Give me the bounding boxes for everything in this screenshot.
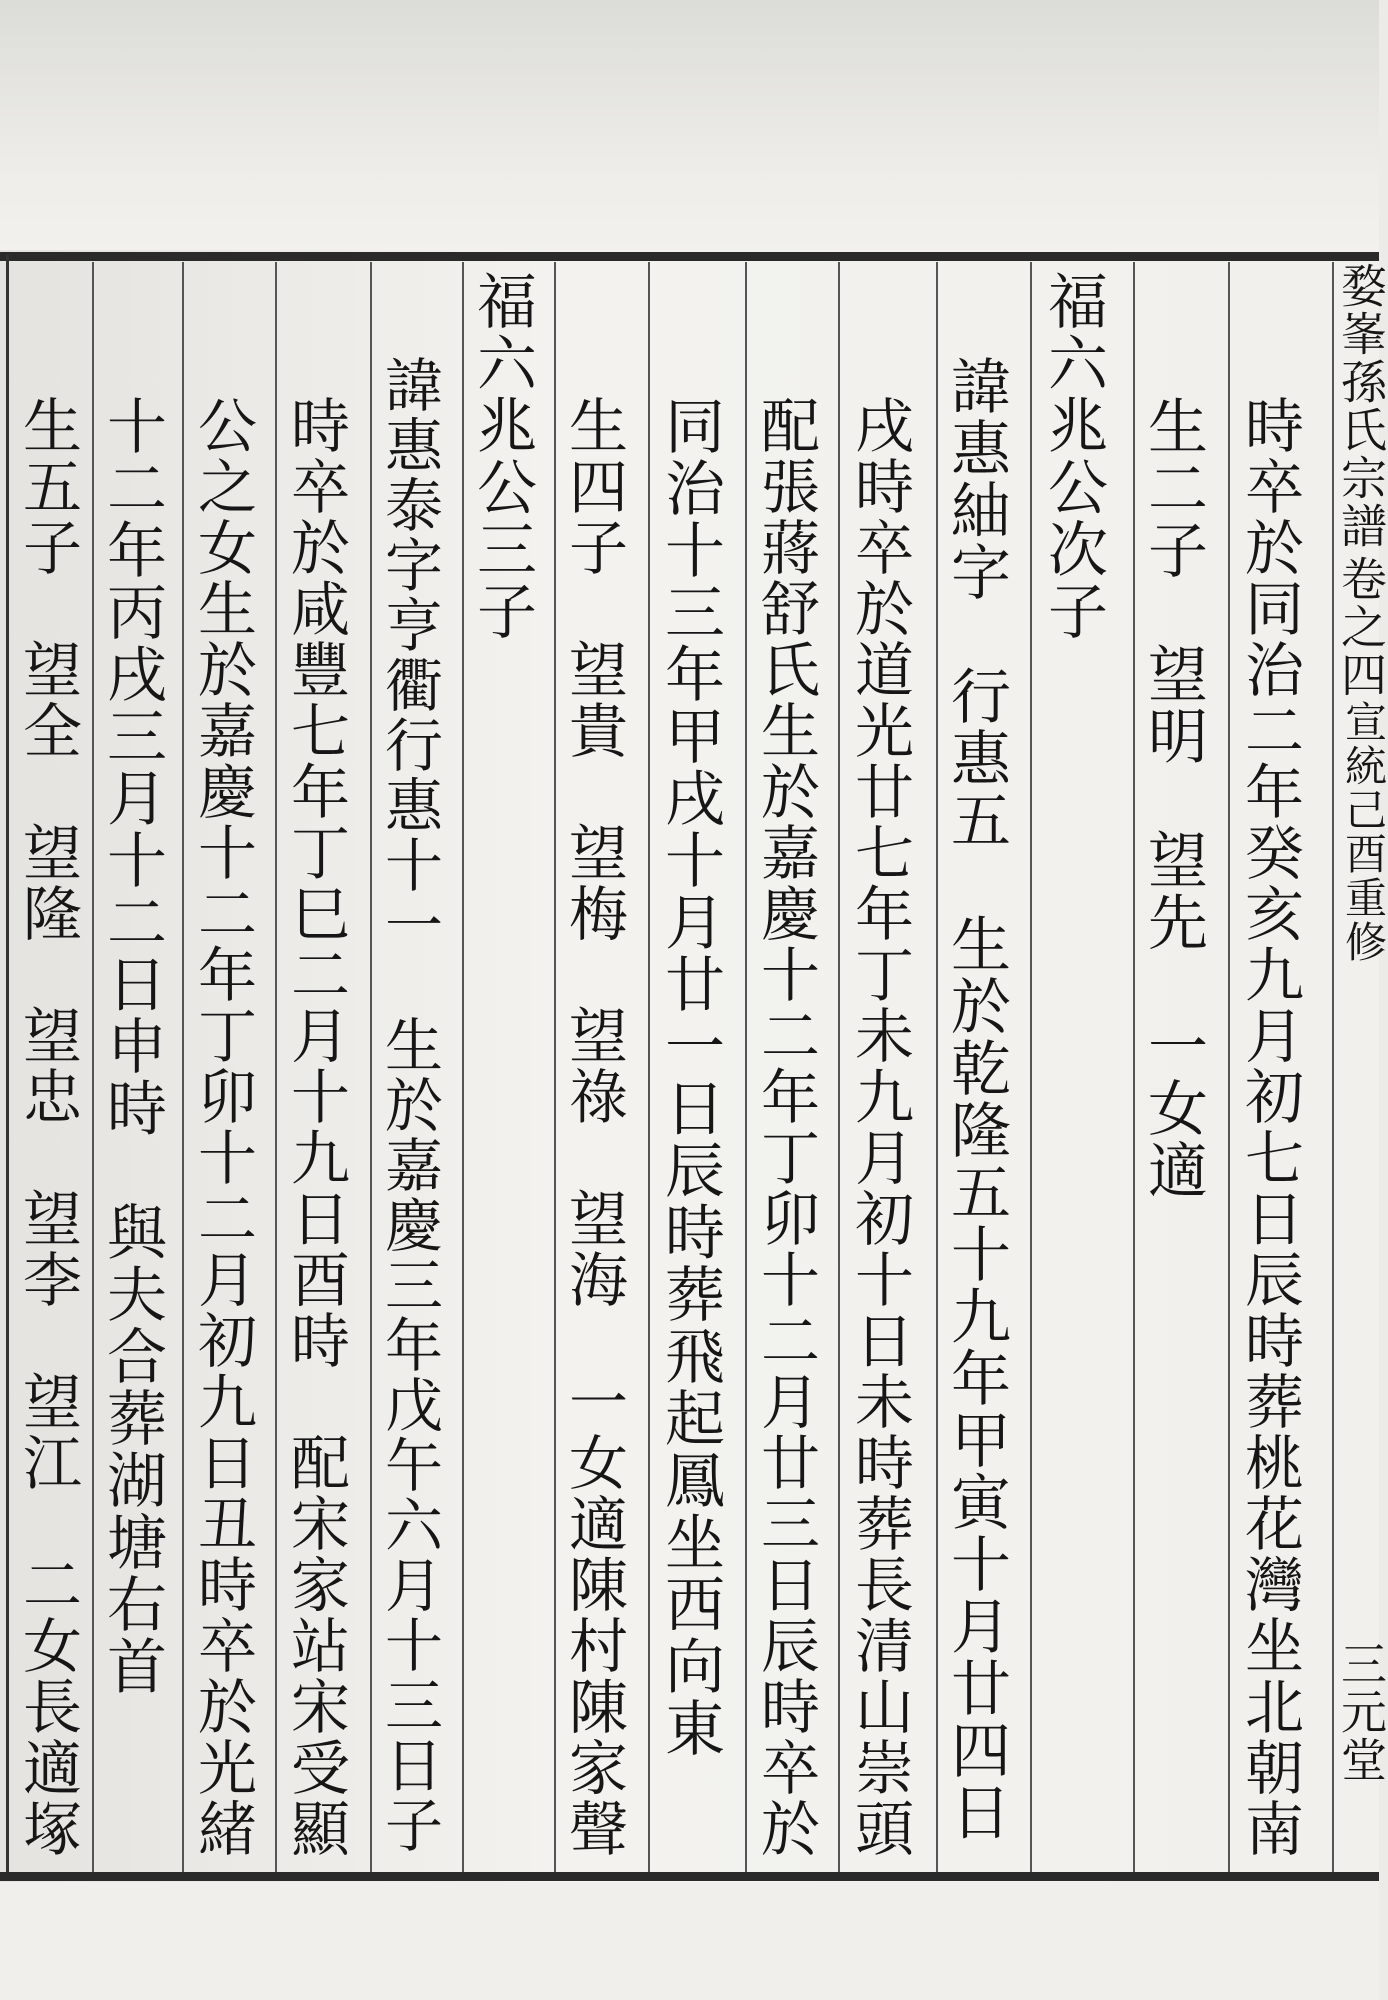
text-column-8: 生四子 望貴 望梅 望祿 望海 一女適陳村陳家聲 (559, 395, 628, 1859)
top-blank-margin (0, 0, 1379, 250)
margin-edition: 宣統己酉重修 (1339, 700, 1388, 964)
column-rule (92, 262, 94, 1872)
text-column-14: 生五子 望全 望隆 望忠 望李 望江 二女長適塚 (13, 395, 82, 1859)
frame-top-border (0, 252, 1379, 261)
column-rule (1030, 262, 1032, 1872)
text-column-5: 戌時卒於道光廿七年丁未九月初十日未時葬長清山崇頭 (845, 395, 914, 1859)
column-rule (370, 262, 372, 1872)
text-column-1: 時卒於同治二年癸亥九月初七日辰時葬桃花灣坐北朝南 (1235, 395, 1304, 1859)
frame-left-border (6, 255, 9, 1877)
column-rule (182, 262, 184, 1872)
margin-hall: 三元堂 (1334, 1640, 1388, 1784)
column-rule (838, 262, 840, 1872)
column-rule (275, 262, 277, 1872)
column-rule (648, 262, 650, 1872)
text-column-9: 福六兆公三子 (467, 270, 537, 642)
margin-title: 婺峯孫氏宗譜 (1334, 262, 1388, 550)
column-rule (462, 262, 464, 1872)
text-column-7: 同治十三年甲戌十月廿一日辰時葬飛起鳳坐西向東 (655, 395, 725, 1759)
text-column-3: 福六兆公次子 (1038, 270, 1108, 642)
text-column-4: 諱惠紬字 行惠五 生於乾隆五十九年甲寅十月廿四日 (941, 355, 1011, 1843)
bottom-blank-margin (0, 1882, 1379, 2000)
text-column-6: 配張蔣舒氏生於嘉慶十二年丁卯十二月廿三日辰時卒於 (751, 395, 820, 1859)
text-column-12: 公之女生於嘉慶十二年丁卯十二月初九日丑時卒於光緒 (188, 395, 257, 1859)
column-rule (1228, 262, 1230, 1872)
column-rule (936, 262, 938, 1872)
frame-bottom-border (0, 1872, 1379, 1881)
margin-volume: 卷之四 (1334, 555, 1388, 699)
text-column-2: 生二子 望明 望先 一女適 (1138, 395, 1208, 1201)
column-rule (745, 262, 747, 1872)
text-column-13: 十二年丙戌三月十二日申時 與夫合葬湖塘右首 (97, 395, 167, 1697)
column-rule (554, 262, 556, 1872)
column-rule (1133, 262, 1135, 1872)
text-column-10: 諱惠泰字亨衢行惠十一 生於嘉慶三年戊午六月十三日子 (375, 355, 443, 1855)
text-column-11: 時卒於咸豐七年丁巳二月十九日酉時 配宋家站宋受顯 (281, 395, 350, 1859)
